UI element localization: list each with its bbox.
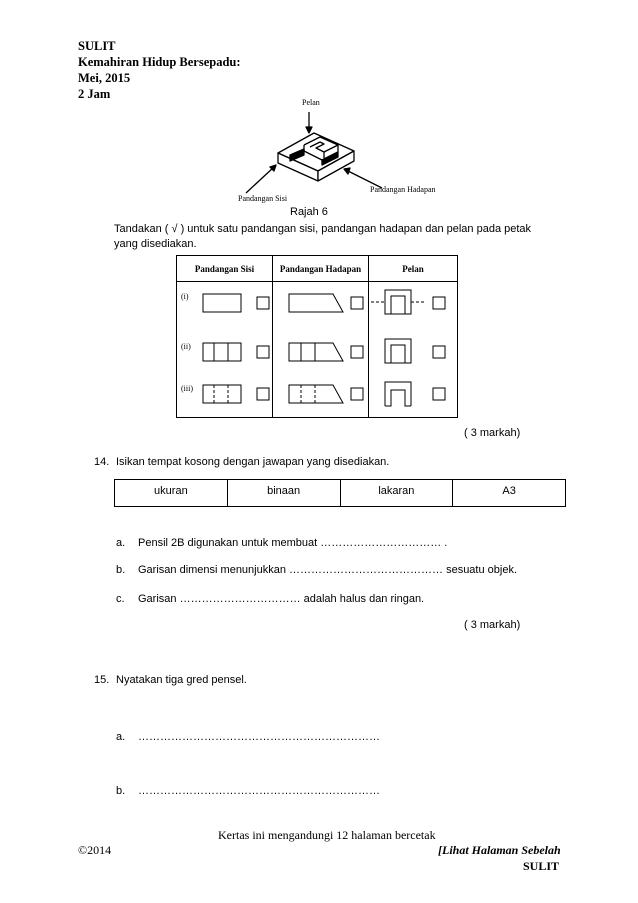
page-header bbox=[78, 38, 241, 102]
figure-label-pelan: Pelan bbox=[302, 98, 320, 107]
q14-number: 14. bbox=[94, 456, 110, 468]
table-header-pandangan-hadapan: Pandangan Hadapan bbox=[273, 256, 369, 282]
q13-instruction-line2: yang disediakan. bbox=[114, 238, 197, 250]
figure-label-pandangan-sisi: Pandangan Sisi bbox=[238, 194, 288, 203]
footer-sulit: SULIT bbox=[523, 859, 560, 873]
q15-item-a-letter: a. bbox=[116, 731, 126, 743]
footer-copyright: ©2014 bbox=[78, 843, 112, 857]
q14-item-a-text: Pensil 2B digunakan untuk membuat …………………………… . bbox=[138, 537, 448, 549]
side-view-options bbox=[177, 282, 272, 417]
q13-instruction-line1: Tandakan ( √ ) untuk satu pandangan sisi, pandangan hadapan dan pelan pada petak bbox=[114, 223, 532, 235]
front-view-cell bbox=[273, 282, 369, 418]
plan-view-options bbox=[369, 282, 457, 417]
header-duration: 2 Jam bbox=[78, 87, 111, 101]
q14-item-c-text: Garisan …………………………… adalah halus dan ringan. bbox=[138, 593, 425, 605]
q14-item-a-letter: a. bbox=[116, 537, 126, 549]
front-view-options bbox=[273, 282, 368, 417]
q14-item-b-text: Garisan dimensi menunjukkan …………………………………… sesuatu objek. bbox=[138, 564, 518, 576]
isometric-object-drawing bbox=[230, 105, 430, 200]
plan-view-cell bbox=[369, 282, 458, 418]
q15-number: 15. bbox=[94, 674, 110, 686]
table-header-pandangan-sisi: Pandangan Sisi bbox=[177, 256, 273, 282]
header-sulit: SULIT bbox=[78, 39, 116, 53]
header-date: Mei, 2015 bbox=[78, 71, 131, 85]
figure-caption: Rajah 6 bbox=[290, 206, 328, 218]
q14-instruction: Isikan tempat kosong dengan jawapan yang disediakan. bbox=[116, 456, 390, 468]
q15-instruction: Nyatakan tiga gred pensel. bbox=[116, 674, 247, 686]
views-table bbox=[176, 255, 458, 418]
word-bank-item: ukuran bbox=[154, 485, 188, 497]
word-bank-item: A3 bbox=[452, 480, 565, 506]
word-bank-item: binaan bbox=[227, 480, 340, 506]
table-header-pelan: Pelan bbox=[369, 256, 458, 282]
row-label-ii: (ii) bbox=[181, 342, 191, 351]
q14-item-c-letter: c. bbox=[116, 593, 125, 605]
header-subject: Kemahiran Hidup Bersepadu: bbox=[78, 55, 241, 69]
figure-label-pandangan-hadapan: Pandangan Hadapan bbox=[370, 185, 436, 194]
footer-page-count: Kertas ini mengandungi 12 halaman bercetak bbox=[218, 828, 436, 842]
q13-marks: ( 3 markah) bbox=[464, 427, 521, 439]
side-view-cell bbox=[177, 282, 273, 418]
word-bank-item: lakaran bbox=[340, 480, 453, 506]
row-label-iii: (iii) bbox=[181, 384, 193, 393]
q14-marks: ( 3 markah) bbox=[464, 619, 521, 631]
word-bank-box bbox=[114, 479, 566, 507]
q15-item-b-letter: b. bbox=[116, 785, 126, 797]
q15-item-a-text: ………………………………………………………… bbox=[138, 731, 380, 743]
footer-next-page: [Lihat Halaman Sebelah bbox=[438, 843, 561, 857]
q14-item-b-letter: b. bbox=[116, 564, 126, 576]
row-label-i: (i) bbox=[181, 292, 189, 301]
q15-item-b-text: ………………………………………………………… bbox=[138, 785, 380, 797]
